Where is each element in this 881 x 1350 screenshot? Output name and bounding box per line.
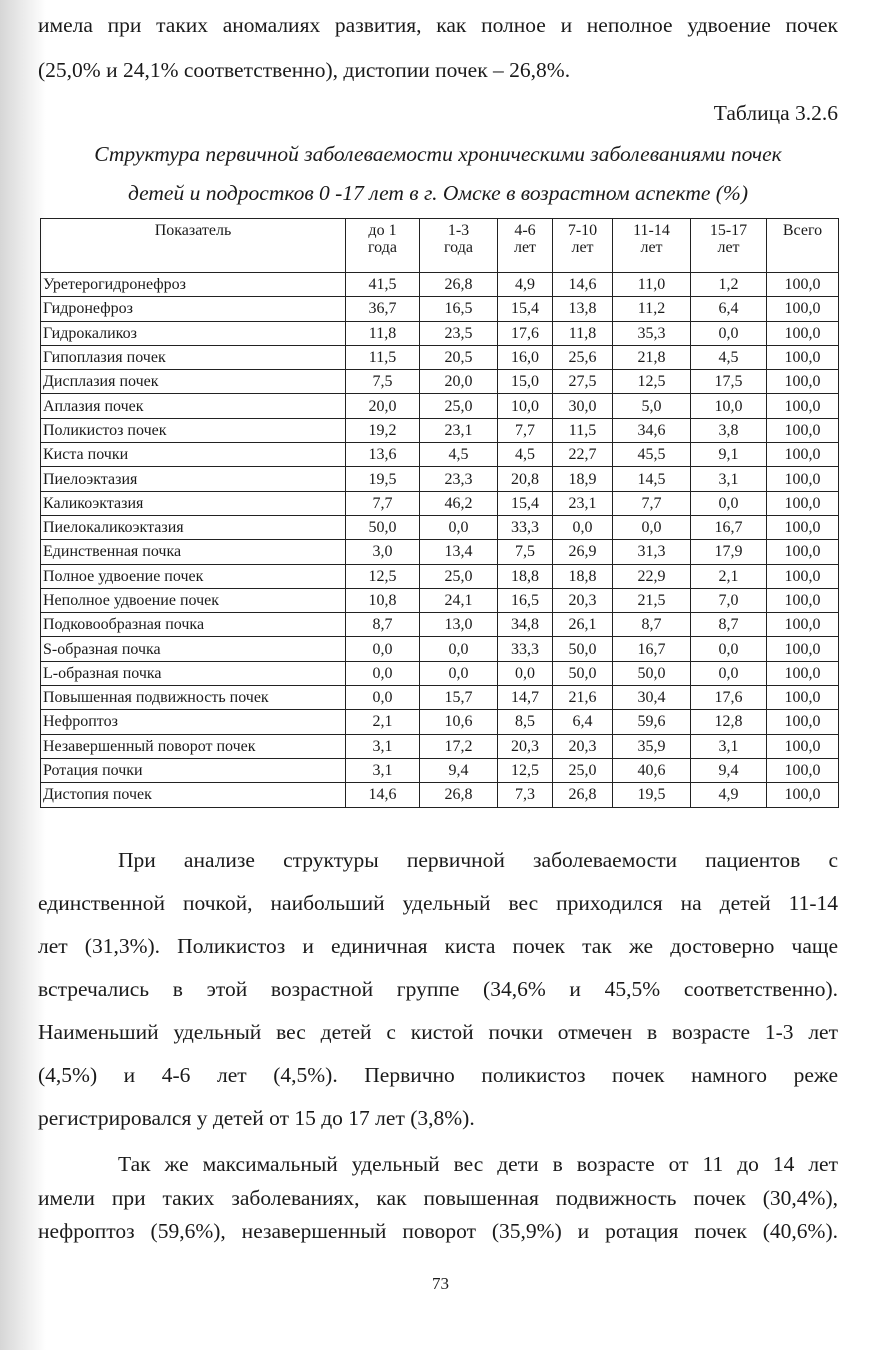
value-cell: 12,5 bbox=[498, 758, 553, 782]
value-cell: 6,4 bbox=[553, 710, 613, 734]
value-cell: 100,0 bbox=[767, 588, 839, 612]
value-cell: 2,1 bbox=[691, 564, 767, 588]
value-cell: 12,8 bbox=[691, 710, 767, 734]
header-cell bbox=[613, 219, 691, 273]
table-row bbox=[41, 370, 839, 394]
value-cell: 12,5 bbox=[613, 370, 691, 394]
value-cell: 33,3 bbox=[498, 515, 553, 539]
header-label: 11-14 bbox=[633, 222, 670, 239]
table-caption-line-1: Структура первичной заболеваемости хроническими заболеваниями почек bbox=[94, 142, 782, 166]
value-cell: 18,8 bbox=[498, 564, 553, 588]
value-cell: 19,2 bbox=[346, 418, 420, 442]
row-label: S-образная почка bbox=[41, 637, 346, 661]
value-cell: 7,5 bbox=[346, 370, 420, 394]
table-row bbox=[41, 637, 839, 661]
value-cell: 21,8 bbox=[613, 345, 691, 369]
paragraph-2-line-3: лет (31,3%). Поликистоз и единичная киста почек так же достоверно чаще bbox=[38, 934, 838, 958]
value-cell: 7,7 bbox=[346, 491, 420, 515]
table-row bbox=[41, 297, 839, 321]
value-cell: 25,0 bbox=[553, 758, 613, 782]
value-cell: 18,8 bbox=[553, 564, 613, 588]
value-cell: 20,0 bbox=[346, 394, 420, 418]
header-cell bbox=[346, 219, 420, 273]
value-cell: 4,9 bbox=[498, 273, 553, 297]
header-label: Всего bbox=[782, 222, 823, 239]
value-cell: 100,0 bbox=[767, 515, 839, 539]
value-cell: 9,4 bbox=[420, 758, 498, 782]
value-cell: 50,0 bbox=[613, 661, 691, 685]
paragraph-2-line-5: Наименьший удельный вес детей с кистой почки отмечен в возрасте 1-3 лет bbox=[38, 1020, 838, 1044]
row-label: Пиелоэктазия bbox=[41, 467, 346, 491]
value-cell: 11,2 bbox=[613, 297, 691, 321]
header-cell bbox=[420, 219, 498, 273]
value-cell: 3,1 bbox=[691, 734, 767, 758]
value-cell: 13,4 bbox=[420, 540, 498, 564]
value-cell: 33,3 bbox=[498, 637, 553, 661]
value-cell: 19,5 bbox=[613, 783, 691, 807]
value-cell: 3,0 bbox=[346, 540, 420, 564]
value-cell: 0,0 bbox=[691, 661, 767, 685]
value-cell: 13,8 bbox=[553, 297, 613, 321]
header-sublabel: года bbox=[444, 239, 473, 256]
value-cell: 12,5 bbox=[346, 564, 420, 588]
value-cell: 15,4 bbox=[498, 297, 553, 321]
paragraph-3-line-1: Так же максимальный удельный вес дети в возрасте от 11 до 14 лет bbox=[118, 1152, 838, 1176]
row-label: Гипоплазия почек bbox=[41, 345, 346, 369]
header-cell bbox=[767, 219, 839, 273]
header-cell bbox=[553, 219, 613, 273]
value-cell: 10,8 bbox=[346, 588, 420, 612]
paragraph-2-line-2: единственной почкой, наибольший удельный вес приходился на детей 11-14 bbox=[38, 891, 838, 915]
value-cell: 35,9 bbox=[613, 734, 691, 758]
value-cell: 3,1 bbox=[691, 467, 767, 491]
value-cell: 34,8 bbox=[498, 613, 553, 637]
row-label: Дистопия почек bbox=[41, 783, 346, 807]
value-cell: 17,5 bbox=[691, 370, 767, 394]
value-cell: 27,5 bbox=[553, 370, 613, 394]
value-cell: 35,3 bbox=[613, 321, 691, 345]
value-cell: 30,0 bbox=[553, 394, 613, 418]
morbidity-structure-table bbox=[40, 218, 839, 808]
row-label: Аплазия почек bbox=[41, 394, 346, 418]
value-cell: 100,0 bbox=[767, 758, 839, 782]
value-cell: 22,7 bbox=[553, 443, 613, 467]
value-cell: 100,0 bbox=[767, 321, 839, 345]
header-sublabel: лет bbox=[640, 239, 663, 256]
value-cell: 11,5 bbox=[346, 345, 420, 369]
row-label: Уретерогидронефроз bbox=[41, 273, 346, 297]
table-row bbox=[41, 686, 839, 710]
table-row bbox=[41, 588, 839, 612]
value-cell: 6,4 bbox=[691, 297, 767, 321]
value-cell: 9,1 bbox=[691, 443, 767, 467]
value-cell: 26,8 bbox=[420, 783, 498, 807]
value-cell: 100,0 bbox=[767, 710, 839, 734]
table-row bbox=[41, 321, 839, 345]
value-cell: 14,6 bbox=[346, 783, 420, 807]
value-cell: 20,3 bbox=[553, 588, 613, 612]
table-label: Таблица 3.2.6 bbox=[713, 101, 838, 125]
value-cell: 8,7 bbox=[346, 613, 420, 637]
value-cell: 7,7 bbox=[613, 491, 691, 515]
header-label: 4-6 bbox=[514, 222, 536, 239]
value-cell: 19,5 bbox=[346, 467, 420, 491]
value-cell: 0,0 bbox=[498, 661, 553, 685]
header-cell bbox=[498, 219, 553, 273]
table-row bbox=[41, 467, 839, 491]
value-cell: 26,8 bbox=[420, 273, 498, 297]
header-cell bbox=[41, 219, 346, 273]
table-row bbox=[41, 613, 839, 637]
value-cell: 100,0 bbox=[767, 297, 839, 321]
value-cell: 7,5 bbox=[498, 540, 553, 564]
header-label: 7-10 bbox=[567, 222, 598, 239]
value-cell: 4,5 bbox=[498, 443, 553, 467]
value-cell: 18,9 bbox=[553, 467, 613, 491]
value-cell: 20,5 bbox=[420, 345, 498, 369]
paragraph-1-line-1: имела при таких аномалиях развития, как полное и неполное удвоение почек bbox=[38, 13, 838, 37]
value-cell: 50,0 bbox=[346, 515, 420, 539]
value-cell: 100,0 bbox=[767, 467, 839, 491]
value-cell: 31,3 bbox=[613, 540, 691, 564]
table-row bbox=[41, 345, 839, 369]
row-label: Подковообразная почка bbox=[41, 613, 346, 637]
value-cell: 17,2 bbox=[420, 734, 498, 758]
value-cell: 100,0 bbox=[767, 418, 839, 442]
table-row bbox=[41, 515, 839, 539]
value-cell: 9,4 bbox=[691, 758, 767, 782]
row-label: Гидрокаликоз bbox=[41, 321, 346, 345]
value-cell: 7,3 bbox=[498, 783, 553, 807]
value-cell: 16,7 bbox=[613, 637, 691, 661]
table-row bbox=[41, 418, 839, 442]
value-cell: 3,1 bbox=[346, 758, 420, 782]
paragraph-2-line-4: встречались в этой возрастной группе (34,6% и 45,5% соответственно). bbox=[38, 977, 838, 1001]
paragraph-2-line-7: регистрировался у детей от 15 до 17 лет (3,8%). bbox=[38, 1106, 475, 1130]
value-cell: 5,0 bbox=[613, 394, 691, 418]
paragraph-3-line-2: имели при таких заболеваниях, как повышенная подвижность почек (30,4%), bbox=[38, 1186, 838, 1210]
value-cell: 25,0 bbox=[420, 394, 498, 418]
value-cell: 100,0 bbox=[767, 540, 839, 564]
value-cell: 14,6 bbox=[553, 273, 613, 297]
value-cell: 10,0 bbox=[498, 394, 553, 418]
value-cell: 0,0 bbox=[691, 637, 767, 661]
value-cell: 20,3 bbox=[553, 734, 613, 758]
value-cell: 23,1 bbox=[420, 418, 498, 442]
value-cell: 100,0 bbox=[767, 613, 839, 637]
table-row bbox=[41, 734, 839, 758]
value-cell: 2,1 bbox=[346, 710, 420, 734]
value-cell: 40,6 bbox=[613, 758, 691, 782]
value-cell: 16,0 bbox=[498, 345, 553, 369]
value-cell: 14,7 bbox=[498, 686, 553, 710]
value-cell: 100,0 bbox=[767, 734, 839, 758]
value-cell: 46,2 bbox=[420, 491, 498, 515]
value-cell: 11,0 bbox=[613, 273, 691, 297]
value-cell: 26,8 bbox=[553, 783, 613, 807]
value-cell: 20,8 bbox=[498, 467, 553, 491]
value-cell: 11,8 bbox=[346, 321, 420, 345]
value-cell: 0,0 bbox=[420, 515, 498, 539]
value-cell: 16,5 bbox=[498, 588, 553, 612]
value-cell: 15,7 bbox=[420, 686, 498, 710]
header-cell bbox=[691, 219, 767, 273]
value-cell: 34,6 bbox=[613, 418, 691, 442]
table-row bbox=[41, 661, 839, 685]
value-cell: 4,5 bbox=[691, 345, 767, 369]
table-row bbox=[41, 758, 839, 782]
row-label: Нефроптоз bbox=[41, 710, 346, 734]
row-label: Дисплазия почек bbox=[41, 370, 346, 394]
page-number: 73 bbox=[432, 1274, 449, 1293]
table-row bbox=[41, 540, 839, 564]
paragraph-2-line-1: При анализе структуры первичной заболеваемости пациентов с bbox=[118, 848, 838, 872]
table-row bbox=[41, 564, 839, 588]
value-cell: 26,1 bbox=[553, 613, 613, 637]
row-label: Гидронефроз bbox=[41, 297, 346, 321]
table-header-row bbox=[41, 219, 839, 273]
value-cell: 20,0 bbox=[420, 370, 498, 394]
row-label: Незавершенный поворот почек bbox=[41, 734, 346, 758]
value-cell: 100,0 bbox=[767, 637, 839, 661]
value-cell: 30,4 bbox=[613, 686, 691, 710]
row-label: Киста почки bbox=[41, 443, 346, 467]
value-cell: 10,6 bbox=[420, 710, 498, 734]
value-cell: 17,9 bbox=[691, 540, 767, 564]
value-cell: 0,0 bbox=[613, 515, 691, 539]
value-cell: 0,0 bbox=[553, 515, 613, 539]
table-row bbox=[41, 273, 839, 297]
value-cell: 21,6 bbox=[553, 686, 613, 710]
row-label: Поликистоз почек bbox=[41, 418, 346, 442]
value-cell: 8,7 bbox=[613, 613, 691, 637]
row-label: Ротация почки bbox=[41, 758, 346, 782]
value-cell: 25,6 bbox=[553, 345, 613, 369]
value-cell: 3,1 bbox=[346, 734, 420, 758]
value-cell: 24,1 bbox=[420, 588, 498, 612]
value-cell: 23,5 bbox=[420, 321, 498, 345]
row-label: Пиелокаликоэктазия bbox=[41, 515, 346, 539]
header-label: 1-3 bbox=[447, 222, 470, 239]
row-label: Каликоэктазия bbox=[41, 491, 346, 515]
value-cell: 23,1 bbox=[553, 491, 613, 515]
value-cell: 8,5 bbox=[498, 710, 553, 734]
value-cell: 100,0 bbox=[767, 783, 839, 807]
value-cell: 100,0 bbox=[767, 370, 839, 394]
value-cell: 13,0 bbox=[420, 613, 498, 637]
value-cell: 0,0 bbox=[420, 661, 498, 685]
value-cell: 50,0 bbox=[553, 661, 613, 685]
value-cell: 14,5 bbox=[613, 467, 691, 491]
table-row bbox=[41, 394, 839, 418]
header-sublabel: лет bbox=[513, 239, 537, 256]
header-sublabel: лет bbox=[717, 239, 740, 256]
value-cell: 0,0 bbox=[346, 686, 420, 710]
value-cell: 0,0 bbox=[691, 321, 767, 345]
value-cell: 20,3 bbox=[498, 734, 553, 758]
value-cell: 0,0 bbox=[691, 491, 767, 515]
value-cell: 100,0 bbox=[767, 345, 839, 369]
value-cell: 4,5 bbox=[420, 443, 498, 467]
table-row bbox=[41, 491, 839, 515]
row-label: L-образная почка bbox=[41, 661, 346, 685]
table-caption-line-2: детей и подростков 0 -17 лет в г. Омске в возрастном аспекте (%) bbox=[127, 181, 748, 205]
table-row bbox=[41, 783, 839, 807]
value-cell: 100,0 bbox=[767, 564, 839, 588]
value-cell: 25,0 bbox=[420, 564, 498, 588]
row-label: Неполное удвоение почек bbox=[41, 588, 346, 612]
value-cell: 7,7 bbox=[498, 418, 553, 442]
value-cell: 17,6 bbox=[691, 686, 767, 710]
value-cell: 36,7 bbox=[346, 297, 420, 321]
value-cell: 21,5 bbox=[613, 588, 691, 612]
header-sublabel: года bbox=[368, 239, 397, 256]
value-cell: 100,0 bbox=[767, 443, 839, 467]
value-cell: 0,0 bbox=[346, 661, 420, 685]
value-cell: 100,0 bbox=[767, 661, 839, 685]
value-cell: 59,6 bbox=[613, 710, 691, 734]
value-cell: 11,5 bbox=[553, 418, 613, 442]
value-cell: 100,0 bbox=[767, 273, 839, 297]
paragraph-1-line-2: (25,0% и 24,1% соответственно), дистопии почек – 26,8%. bbox=[38, 58, 571, 82]
row-label: Полное удвоение почек bbox=[41, 564, 346, 588]
paragraph-2-line-6: (4,5%) и 4-6 лет (4,5%). Первично поликистоз почек намного реже bbox=[38, 1063, 838, 1087]
value-cell: 45,5 bbox=[613, 443, 691, 467]
header-label: 15-17 bbox=[709, 222, 748, 239]
header-label: до 1 bbox=[368, 222, 397, 239]
row-label: Повышенная подвижность почек bbox=[41, 686, 346, 710]
value-cell: 16,5 bbox=[420, 297, 498, 321]
value-cell: 7,0 bbox=[691, 588, 767, 612]
value-cell: 22,9 bbox=[613, 564, 691, 588]
value-cell: 0,0 bbox=[420, 637, 498, 661]
value-cell: 100,0 bbox=[767, 491, 839, 515]
value-cell: 100,0 bbox=[767, 686, 839, 710]
value-cell: 1,2 bbox=[691, 273, 767, 297]
value-cell: 15,0 bbox=[498, 370, 553, 394]
paragraph-3-line-3: нефроптоз (59,6%), незавершенный поворот (35,9%) и ротация почек (40,6%). bbox=[38, 1219, 838, 1243]
value-cell: 3,8 bbox=[691, 418, 767, 442]
value-cell: 10,0 bbox=[691, 394, 767, 418]
value-cell: 0,0 bbox=[346, 637, 420, 661]
value-cell: 17,6 bbox=[498, 321, 553, 345]
value-cell: 16,7 bbox=[691, 515, 767, 539]
value-cell: 11,8 bbox=[553, 321, 613, 345]
value-cell: 4,9 bbox=[691, 783, 767, 807]
header-label: Показатель bbox=[154, 222, 232, 239]
row-label: Единственная почка bbox=[41, 540, 346, 564]
value-cell: 23,3 bbox=[420, 467, 498, 491]
value-cell: 41,5 bbox=[346, 273, 420, 297]
header-sublabel: лет bbox=[571, 239, 594, 256]
table-row bbox=[41, 443, 839, 467]
value-cell: 26,9 bbox=[553, 540, 613, 564]
value-cell: 15,4 bbox=[498, 491, 553, 515]
value-cell: 100,0 bbox=[767, 394, 839, 418]
table-row bbox=[41, 710, 839, 734]
table-body bbox=[41, 273, 839, 808]
value-cell: 13,6 bbox=[346, 443, 420, 467]
value-cell: 8,7 bbox=[691, 613, 767, 637]
value-cell: 50,0 bbox=[553, 637, 613, 661]
